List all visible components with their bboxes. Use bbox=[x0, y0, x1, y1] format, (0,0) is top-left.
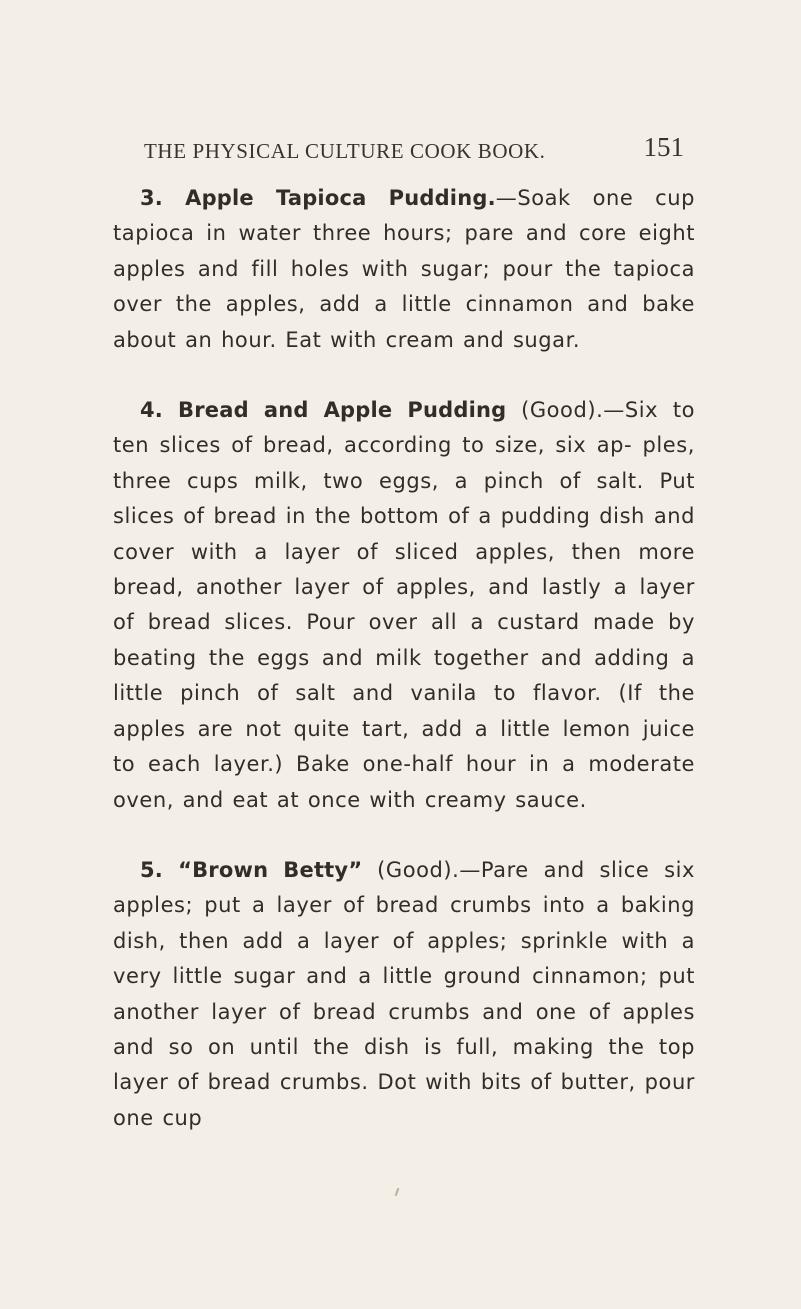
recipe-list bbox=[113, 181, 695, 1171]
recipe-heading: 3. Apple Tapioca Pudding. bbox=[140, 186, 496, 210]
running-head bbox=[144, 132, 684, 166]
recipe-bread-and-apple-pudding bbox=[113, 393, 695, 818]
running-title: THE PHYSICAL CULTURE COOK BOOK. bbox=[144, 139, 546, 163]
recipe-text: (Good).—Pare and slice six apples; put a layer of bread crumbs into a baking dish, then add a layer of apples; sprinkle with a very little sugar and a little ground cinnamon; put another layer of bread crumbs and one of apples and so on until the dish is full, making the top layer of bread crumbs. Dot with bits of butter, pour one cup bbox=[113, 857, 695, 1130]
recipe-heading: 5. “Brown Betty” bbox=[140, 857, 363, 882]
print-speck bbox=[395, 1188, 400, 1196]
recipe-brown-betty bbox=[113, 853, 695, 1136]
recipe-heading: 4. Bread and Apple Pudding bbox=[140, 398, 507, 423]
recipe-text: —Soak one cup tapioca in water three hours; pare and core eight apples and fill holes with sugar; pour the tapioca over the apples, add a little cinnamon and bake about an hour. Eat with cream and sugar. bbox=[113, 186, 695, 352]
recipe-text: (Good).—Six to ten slices of bread, according to size, six ap- ples, three cups milk, two eggs, a pinch of salt. Put slices of bread in the bottom of a pudding dish and cover with a layer of sliced apples, then more bread, another layer of apples, and lastly a layer of bread slices. Pour over all a custard made by beating the eggs and milk together and adding a little pinch of salt and vanila to flavor. (If the apples are not quite tart, add a little lemon juice to each layer.) Bake one-half hour in a moderate oven, and eat at once with creamy sauce. bbox=[113, 398, 695, 812]
page-number: 151 bbox=[643, 132, 684, 162]
recipe-apple-tapioca-pudding bbox=[113, 181, 695, 358]
